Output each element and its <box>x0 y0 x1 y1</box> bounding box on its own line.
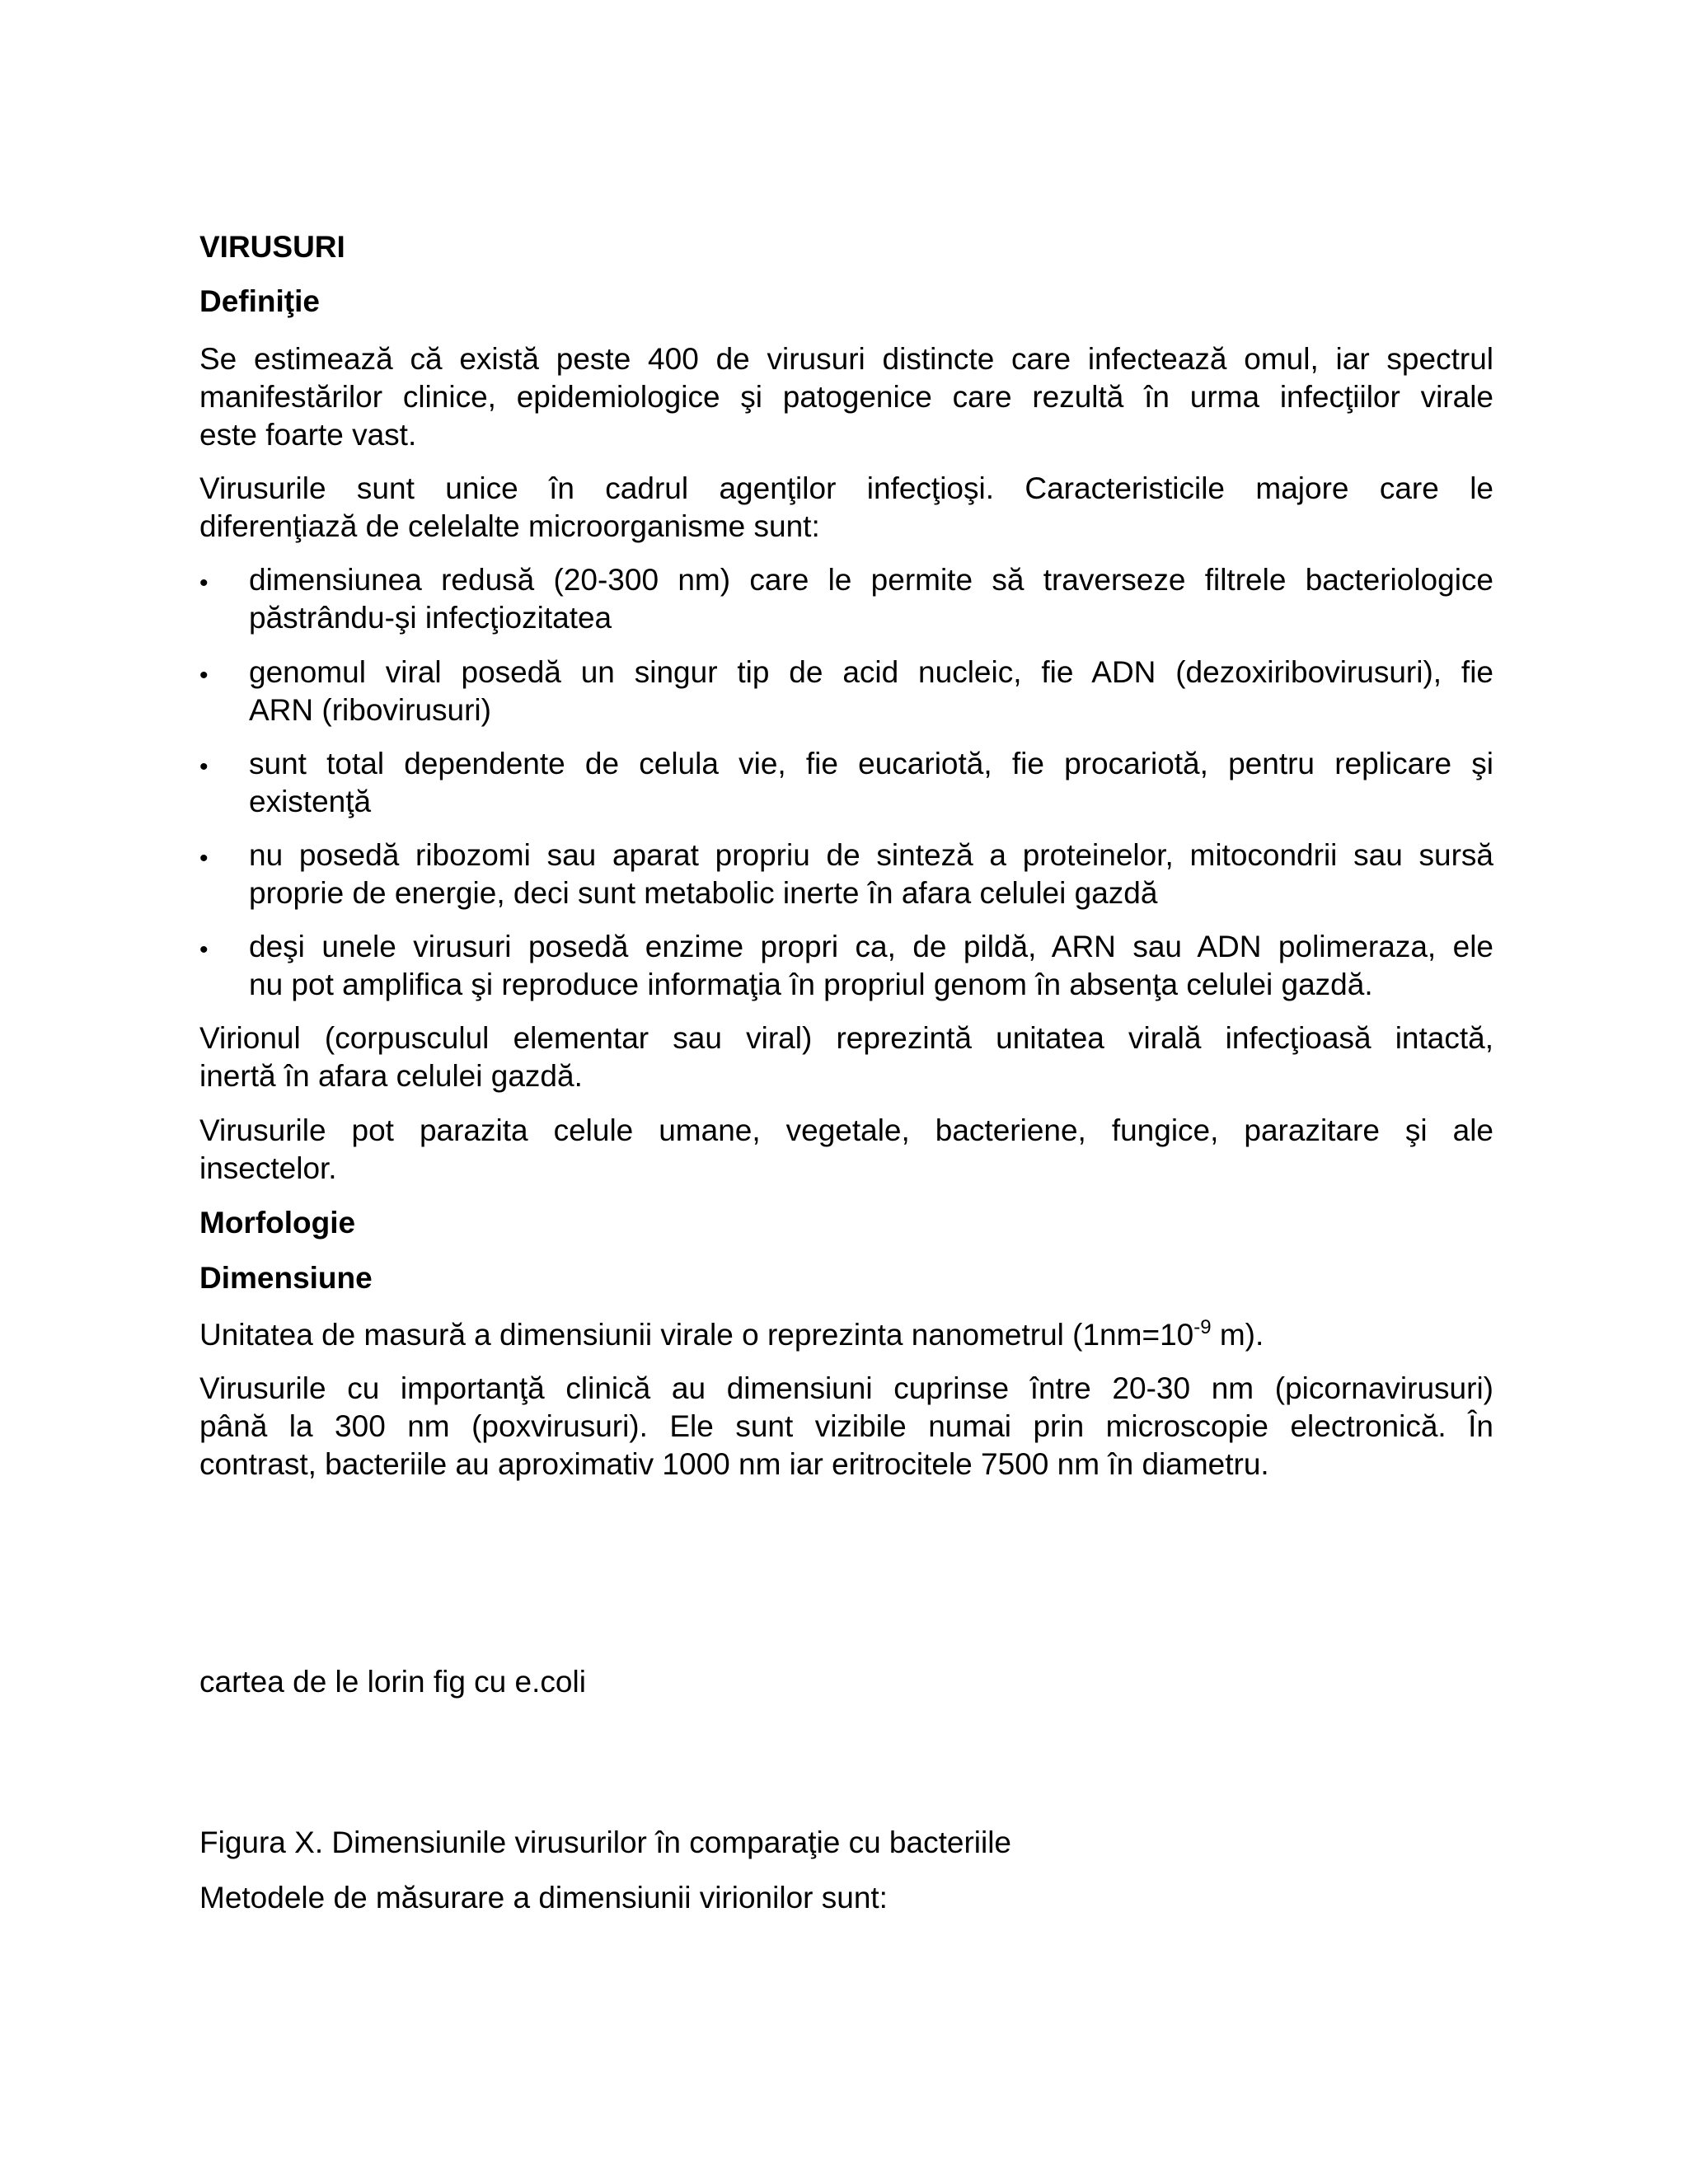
heading-dimensiune: Dimensiune <box>199 1261 373 1295</box>
paragraph-line: insectelor. <box>199 1151 337 1185</box>
paragraph-unit <box>199 1316 1493 1354</box>
doc-title: VIRUSURI <box>199 230 345 264</box>
bullet-item-line: ARN (ribovirusuri) <box>249 693 491 727</box>
paragraph-line: Virionul (corpusculul elementar sau viral) reprezintă unitatea virală infecţioasă intactă, <box>199 1021 1493 1055</box>
unit-text: Unitatea de masură a dimensiunii virale o reprezinta nanometrul (1nm=10 <box>199 1318 1194 1352</box>
paragraph-line: manifestărilor clinice, epidemiologice şi patogenice care rezultă în urma infecţiilor virale <box>199 380 1493 414</box>
bullet-item-line: deşi unele virusuri posedă enzime propri ca, de pildă, ARN sau ADN polimeraza, ele <box>249 930 1493 963</box>
heading-morfologie: Morfologie <box>199 1206 356 1240</box>
paragraph-line: Virusurile cu importanţă clinică au dimensiuni cuprinse între 20-30 nm (picornavirusuri) <box>199 1371 1493 1405</box>
bullet-item-line: genomul viral posedă un singur tip de acid nucleic, fie ADN (dezoxiribovirusuri), fie <box>249 655 1493 689</box>
unit-text-end: m). <box>1211 1318 1264 1352</box>
bullet-item-line: proprie de energie, deci sunt metabolic inerte în afara celulei gazdă <box>249 876 1158 910</box>
bullet-item-line: dimensiunea redusă (20-300 nm) care le permite să traverseze filtrele bacteriologice <box>249 563 1493 597</box>
bullet-marker: • <box>199 569 209 597</box>
paragraph-line: Metodele de măsurare a dimensiunii virionilor sunt: <box>199 1881 888 1915</box>
figure-caption: Figura X. Dimensiunile virusurilor în comparaţie cu bacteriile <box>199 1825 1011 1859</box>
bullet-item-line: nu pot amplifica şi reproduce informaţia în propriul genom în absenţa celulei gazdă. <box>249 968 1373 1001</box>
paragraph-line: diferenţiază de celelalte microorganisme sunt: <box>199 509 820 543</box>
bullet-item-line: nu posedă ribozomi sau aparat propriu de sinteză a proteinelor, mitocondrii sau sursă <box>249 838 1493 872</box>
paragraph-line: contrast, bacteriile au aproximativ 1000 nm iar eritrocitele 7500 nm în diametru. <box>199 1447 1269 1481</box>
paragraph-line: Se estimează că există peste 400 de virusuri distincte care infectează omul, iar spectrul <box>199 342 1493 376</box>
paragraph-line: Virusurile sunt unice în cadrul agenţilor infecţioşi. Caracteristicile majore care le <box>199 471 1493 505</box>
bullet-item-line: existenţă <box>249 785 372 818</box>
bullet-item-line: sunt total dependente de celula vie, fie eucariotă, fie procariotă, pentru replicare şi <box>249 747 1493 780</box>
unit-exponent: -9 <box>1193 1316 1212 1338</box>
heading-definitie: Definiţie <box>199 284 320 318</box>
bullet-marker: • <box>199 753 209 780</box>
paragraph-line: inertă în afara celulei gazdă. <box>199 1059 583 1093</box>
bullet-marker: • <box>199 845 209 872</box>
bullet-item-line: păstrându-şi infecţiozitatea <box>249 601 612 635</box>
paragraph-line: Virusurile pot parazita celule umane, vegetale, bacteriene, fungice, parazitare şi ale <box>199 1113 1493 1147</box>
bullet-marker: • <box>199 936 209 963</box>
bullet-marker: • <box>199 662 209 689</box>
paragraph-line: până la 300 nm (poxvirusuri). Ele sunt vizibile numai prin microscopie electronică. În <box>199 1409 1493 1443</box>
figure-placeholder-note: cartea de le lorin fig cu e.coli <box>199 1665 586 1699</box>
paragraph-line: este foarte vast. <box>199 418 417 452</box>
